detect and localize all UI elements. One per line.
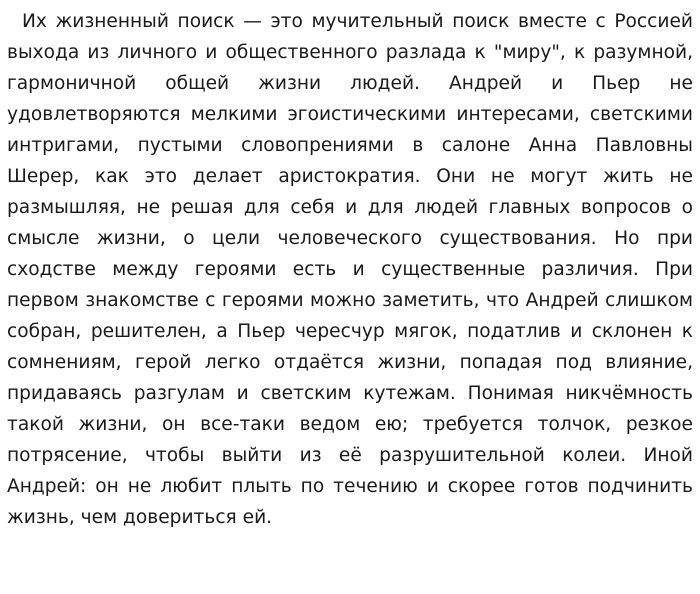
document-body <box>7 6 693 533</box>
essay-paragraph: Их жизненный поиск — это мучительный поиск вместе с Россией выхода из личного и общественного разлада к "миру", к разумной, гармоничной общей жизни людей. Андрей и Пьер не удовлетворяются мелкими эгоистическими интересами, светскими интригами, пустыми словопрениями в салоне Анна Павловны Шерер, как это делает аристократия. Они не могут жить не размышляя, не решая для себя и для людей главных вопросов о смысле жизни, о цели человеческого существования. Но при сходстве между героями есть и существенные различия. При первом знакомстве с героями можно заметить, что Андрей слишком собран, решителен, а Пьер чересчур мягок, податлив и склонен к сомнениям, герой легко отдаётся жизни, попадая под влияние, придаваясь разгулам и светским кутежам. Понимая никчёмность такой жизни, он все-таки ведом ею; требуется толчок, резкое потрясение, чтобы выйти из её разрушительной колеи. Иной Андрей: он не любит плыть по течению и скорее готов подчинить жизнь, чем довериться ей. <box>7 11 693 528</box>
